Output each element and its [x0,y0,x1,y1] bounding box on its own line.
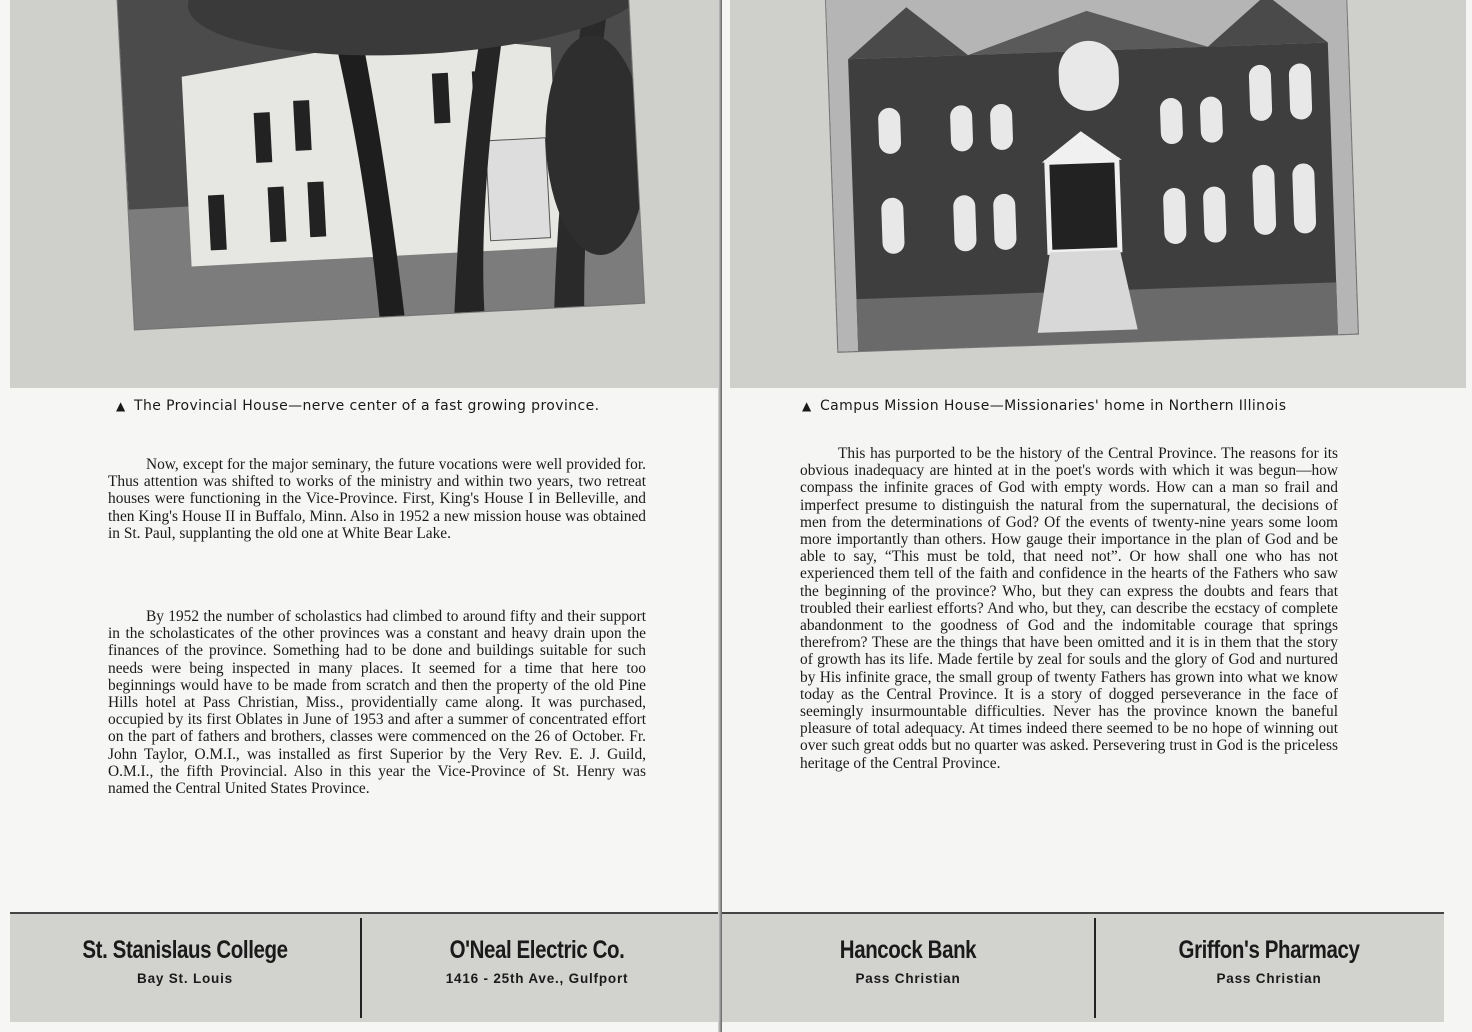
ad-name: St. Stanislaus College [82,936,288,964]
photo-band [10,0,722,388]
arrow-icon: ▲ [802,399,812,413]
body-paragraph [800,445,1338,772]
mission-house-photo [826,0,1358,352]
ad-location: 1416 - 25th Ave., Gulfport [445,971,629,986]
ad-name: O'Neal Electric Co. [449,936,625,964]
paragraph-text: By 1952 the number of scholastics had climbed to around fifty and their support in the scholasticates of the other provinces was a constant and heavy drain upon the finances of the province. Something had to be done and buildings suitable for such needs were being inspected in many places. It seemed for a time that here too beginnings would have to be made from scratch and then the property of the old Pine Hills hotel at Pass Christian, Miss., providentially came along. It was purchased, occupied by its first Oblates in June of 1953 and after a summer of concentrated effort on the part of fathers and brothers, classes were commenced on the 26 of October. Fr. John Taylor, O.M.I., was installed as first Superior by the Very Rev. E. J. Guild, O.M.I., the fifth Provincial. Also in this year the Vice-Province of St. Henry was named the Central United States Province. [108,608,646,798]
provincial-house-image [116,0,644,330]
ad-name: Griffon's Pharmacy [1178,936,1360,964]
advertisement [1096,914,1442,1022]
photo-caption [802,398,1286,414]
ad-location: Bay St. Louis [137,971,233,986]
caption-text: The Provincial House—nerve center of a fast growing province. [134,398,600,414]
advertisement-band [10,912,722,1022]
mission-house-image [826,0,1358,352]
body-paragraph [108,456,646,542]
advertisement [10,914,360,1022]
photo-band [730,0,1466,388]
advertisement [722,914,1094,1022]
paragraph-text: This has purported to be the history of the Central Province. The reasons for its obvious inadequacy are hinted at in the poet's words with which it was begun—how compass the infinite graces of God with empty words. How can a man so frail and imperfect presume to distinguish the natural from the supernatural, the decisions of men from the determinations of God? Of the events of twenty-nine years some loom more importantly than others. How gauge their importance in the plan of God and be able to say, “This must be told, that need not”. Or how shall one who has not experienced them tell of the faith and confidence in the hearts of the Fathers who saw the beginning of the province? Who, but they can express the doubts and fears that troubled their earliest efforts? And who, but they, can describe the ecstacy of complete abandonment to the goodness of God and the indomitable courage that springs therefrom? These are the things that have been omitted and it is in them that the story of growth has its life. Made fertile by zeal for souls and the glory of God and nurtured by His infinite grace, the small group of twenty Fathers has grown into what we know today as the Central Province. It is a story of dogged perseverance in the face of seemingly insurmountable difficulties. Never has the province known the baneful pleasure of total adequacy. At times indeed there seemed to be no hope of winning out over such great odds but no quarter was asked. Persevering trust in God is the priceless heritage of the Central Province. [800,445,1338,772]
left-page [0,0,722,1032]
advertisement [362,914,712,1022]
ad-location: Pass Christian [1216,971,1322,986]
arrow-icon: ▲ [116,399,126,413]
body-paragraph [108,608,646,797]
advertisement-band [722,912,1444,1022]
caption-text: Campus Mission House—Missionaries' home in Northern Illinois [820,398,1287,414]
provincial-house-photo [116,0,644,330]
right-page [722,0,1472,1032]
paragraph-text: Now, except for the major seminary, the future vocations were well provided for. Thus attention was shifted to works of the ministry and within two years, two retreat houses were functioning in the Vice-Province. First, King's House I in Belleville, and then King's House II in Buffalo, Minn. Also in 1952 a new mission house was obtained in St. Paul, supplanting the old one at White Bear Lake. [108,456,646,542]
ad-location: Pass Christian [855,971,961,986]
photo-caption [116,398,599,414]
ad-name: Hancock Bank [839,936,977,964]
